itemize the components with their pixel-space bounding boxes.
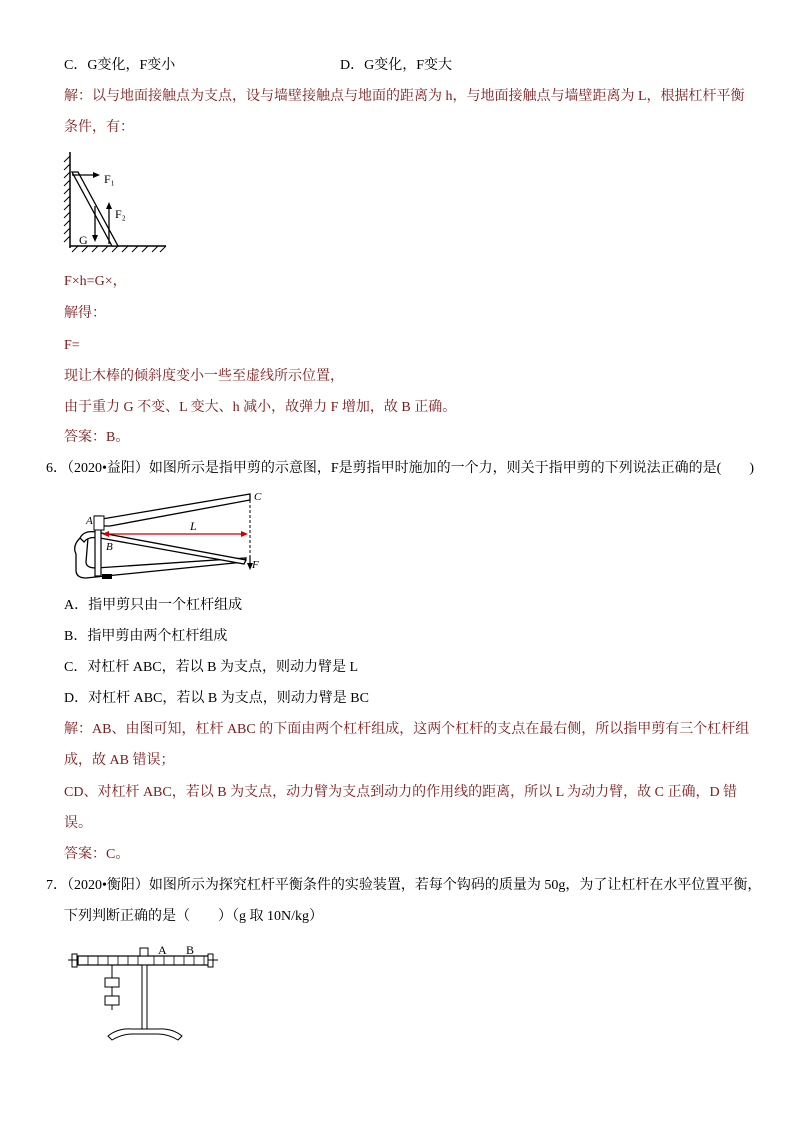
q5-solution-line1: 解：以与地面接触点为支点，设与墙壁接触点与地面的距离为 h，与地面接触点与墙壁距离为 L，根据杠杆平衡: [64, 89, 745, 104]
q5-solve-label: 解得：: [64, 306, 106, 321]
q7-stem-line1: 7．（2020•衡阳）如图所示为探究杠杆平衡条件的实验装置，若每个钩码的质量为 50g，为了让杠杆在水平位置平衡，: [46, 878, 762, 893]
q5-option-c: C．G变化，F变小: [64, 58, 176, 73]
q5-solution-line2: 条件，有：: [64, 120, 134, 135]
q6-figure-c-label: C: [254, 491, 262, 503]
q6-solution-line3: CD、对杠杆 ABC，若以 B 为支点，动力臂为支点到动力的作用线的距离，所以 L 为动力臂，故 C 正确，D 错: [64, 785, 738, 800]
q6-option-c: C．对杠杆 ABC，若以 B 为支点，则动力臂是 L: [64, 660, 359, 675]
q7-figure-a-label: A: [158, 943, 167, 957]
q5-result: F=: [64, 338, 80, 353]
q6-figure-a-label: A: [86, 515, 93, 527]
q6-figure-l-label: L: [190, 519, 197, 533]
q5-figure-g-label: G: [79, 233, 88, 247]
q6-option-a: A．指甲剪只由一个杠杆组成: [64, 598, 243, 613]
q6-figure-f-label: F: [252, 559, 259, 571]
q5-explanation-1: 现让木棒的倾斜度变小一些至虚线所示位置，: [64, 369, 344, 384]
q6-figure-b-label: B: [106, 541, 113, 553]
q6-nail-clipper-figure: [66, 486, 276, 586]
q5-answer: 答案：B。: [64, 430, 130, 445]
q6-solution-line2: 成，故 AB 错误；: [64, 753, 175, 768]
q7-lever-apparatus-figure: [68, 940, 222, 1046]
q5-equation: F×h=G×，: [64, 274, 127, 289]
q5-explanation-2: 由于重力 G 不变、L 变大、h 减小，故弹力 F 增加，故 B 正确。: [64, 400, 457, 415]
q6-stem: 6．（2020•益阳）如图所示是指甲剪的示意图，F是剪指甲时施加的一个力，则关于指甲剪的下列说法正确的是( ): [46, 461, 755, 476]
q5-option-d: D．G变化，F变大: [340, 58, 453, 73]
q7-stem-line2: 下列判断正确的是（ ）（g 取 10N/kg）: [64, 909, 323, 924]
q7-figure-b-label: B: [186, 943, 195, 957]
q6-option-d: D．对杠杆 ABC，若以 B 为支点，则动力臂是 BC: [64, 691, 369, 706]
q5-figure-f1-label: F₁: [104, 172, 115, 186]
q5-figure-f2-label: F₂: [115, 207, 126, 221]
q6-solution-line1: 解：AB、由图可知，杠杆 ABC 的下面由两个杠杆组成，这两个杠杆的支点在最右侧，所以指甲剪有三个杠杆组: [64, 722, 750, 737]
q6-option-b: B．指甲剪由两个杠杆组成: [64, 629, 228, 644]
q6-answer: 答案：C。: [64, 847, 130, 862]
q5-wall-rod-figure: [60, 148, 172, 258]
q6-solution-line4: 误。: [64, 816, 92, 831]
